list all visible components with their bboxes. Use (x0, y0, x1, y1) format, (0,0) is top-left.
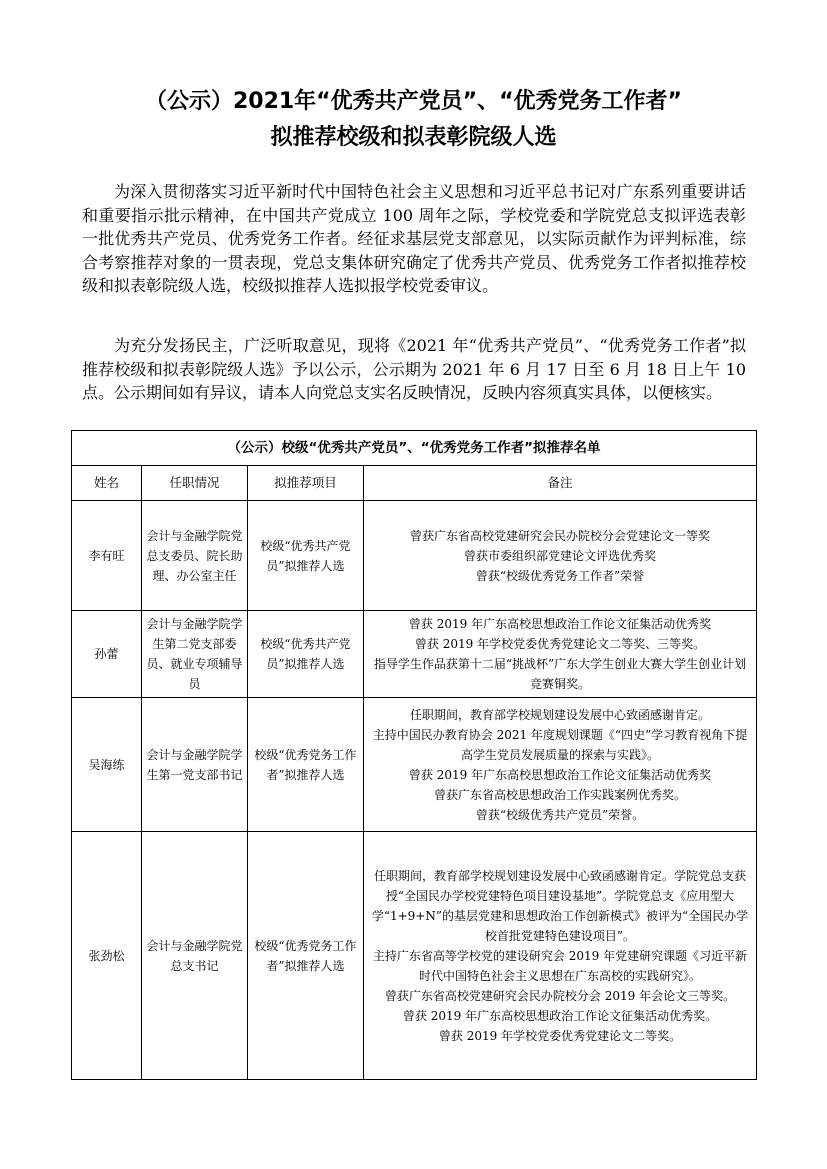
document-title-line2: 拟推荐校级和拟表彰院级人选 (270, 125, 557, 150)
table-header-row (72, 466, 757, 501)
remark-line: 曾获广东省高校党建研究会民办院校分会党建论文一等奖 (409, 528, 710, 543)
cell-project: 校级“优秀共产党员”拟推荐人选 (248, 501, 364, 611)
paragraph-notice: 为充分发扬民主，广泛听取意见，现将《2021 年“优秀共产党员”、“优秀党务工作者”拟推荐校级和拟表彰院级人选》予以公示，公示期为 2021 年 6 月 17 日至 6 月 18 日上午 10 点。公示期间如有异议，请本人向党总支实名反映情况，反映内容须真实具体，以便核实。 (82, 336, 746, 403)
remark-line: 曾获广东省高校思想政治工作实践案例优秀奖。 (433, 787, 686, 802)
cell-remarks (364, 501, 757, 611)
cell-name: 吴海练 (72, 698, 142, 832)
remark-line: 曾获市委组织部党建论文评选优秀奖 (463, 548, 656, 563)
remark-line: 曾获 2019 年广东高校思想政治工作论文征集活动优秀奖 (408, 767, 712, 782)
table-row (72, 698, 757, 832)
table-row (72, 832, 757, 1080)
header-remarks: 备注 (364, 466, 757, 501)
cell-position: 会计与金融学院学生第二党支部委员、就业专项辅导员 (142, 611, 248, 698)
remark-line: 曾获 2019 年广东高校思想政治工作论文征集活动优秀奖。 (402, 1008, 718, 1023)
header-position: 任职情况 (142, 466, 248, 501)
cell-name: 张劲松 (72, 832, 142, 1080)
cell-position: 会计与金融学院党总支书记 (142, 832, 248, 1080)
remark-line: 任职期间，教育部学校规划建设发展中心致函感谢肯定。 (409, 707, 710, 722)
remark-line: 曾获 2019 年广东高校思想政治工作论文征集活动优秀奖 (408, 617, 712, 631)
cell-position: 会计与金融学院党总支委员、院长助理、办公室主任 (142, 501, 248, 611)
cell-name: 孙蕾 (72, 611, 142, 698)
remark-line: 指导学生作品获第十二届“挑战杯”广东大学生创业大赛大学生创业计划竞赛铜奖。 (373, 657, 747, 691)
table-caption: （公示）校级“优秀共产党员”、“优秀党务工作者”拟推荐名单 (72, 431, 757, 466)
cell-project: 校级“优秀党务工作者”拟推荐人选 (248, 832, 364, 1080)
paragraph-intro: 为深入贯彻落实习近平新时代中国特色社会主义思想和习近平总书记对广东系列重要讲话和重要指示批示精神，在中国共产党成立 100 周年之际，学校党委和学院党总支拟评选表彰一批优秀共产党员、优秀党务工作者。经征求基层党支部意见，以实际贡献作为评判标准，综合考察推荐对象的一贯表现，党总支集体研究确定了优秀共产党员、优秀党务工作者拟推荐校级和拟表彰院级人选，校级拟推荐人选拟报学校党委审议。 (82, 182, 746, 296)
cell-project: 校级“优秀党务工作者”拟推荐人选 (248, 698, 364, 832)
remark-line: 曾获“校级优秀党务工作者”荣誉 (475, 568, 645, 583)
header-project: 拟推荐项目 (248, 466, 364, 501)
cell-remarks (364, 832, 757, 1080)
remark-line: 主持中国民办教育协会 2021 年度规划课题《“四史”学习教育视角下提高学生党员发展质量的探索与实践》。 (372, 727, 748, 762)
cell-project: 校级“优秀共产党员”拟推荐人选 (248, 611, 364, 698)
nominee-table (71, 430, 757, 1080)
remark-line: 曾获 2019 年学校党委优秀党建论文二等奖、三等奖。 (414, 637, 706, 651)
cell-position: 会计与金融学院学生第一党支部书记 (142, 698, 248, 832)
cell-name: 李有旺 (72, 501, 142, 611)
remark-line: 曾获广东省高校党建研究会民办院校分会 2019 年会论文三等奖。 (384, 988, 736, 1003)
table-row (72, 611, 757, 698)
remark-line: 曾获“校级优秀共产党员”荣誉。 (475, 807, 645, 822)
remark-line: 任职期间，教育部学校规划建设发展中心致函感谢肯定。学院党总支获授“全国民办学校党建特色项目建设基地”。学院党总支《应用型大学“1+9+N”的基层党建和思想政治工作创新模式》被评为“全国民办学校首批党建特色建设项目”。 (371, 868, 749, 943)
cell-remarks (364, 698, 757, 832)
table-row (72, 501, 757, 611)
remark-line: 曾获 2019 年学校党委优秀党建论文二等奖。 (438, 1028, 682, 1043)
remark-line: 主持广东省高等学校党的建设研究会 2019 年党建研究课题《习近平新时代中国特色社会主义思想在广东高校的实践研究》。 (372, 948, 748, 983)
cell-remarks (364, 611, 757, 698)
header-name: 姓名 (72, 466, 142, 501)
document-title-line1: （公示）2021年“优秀共产党员”、“优秀党务工作者” (144, 89, 683, 114)
